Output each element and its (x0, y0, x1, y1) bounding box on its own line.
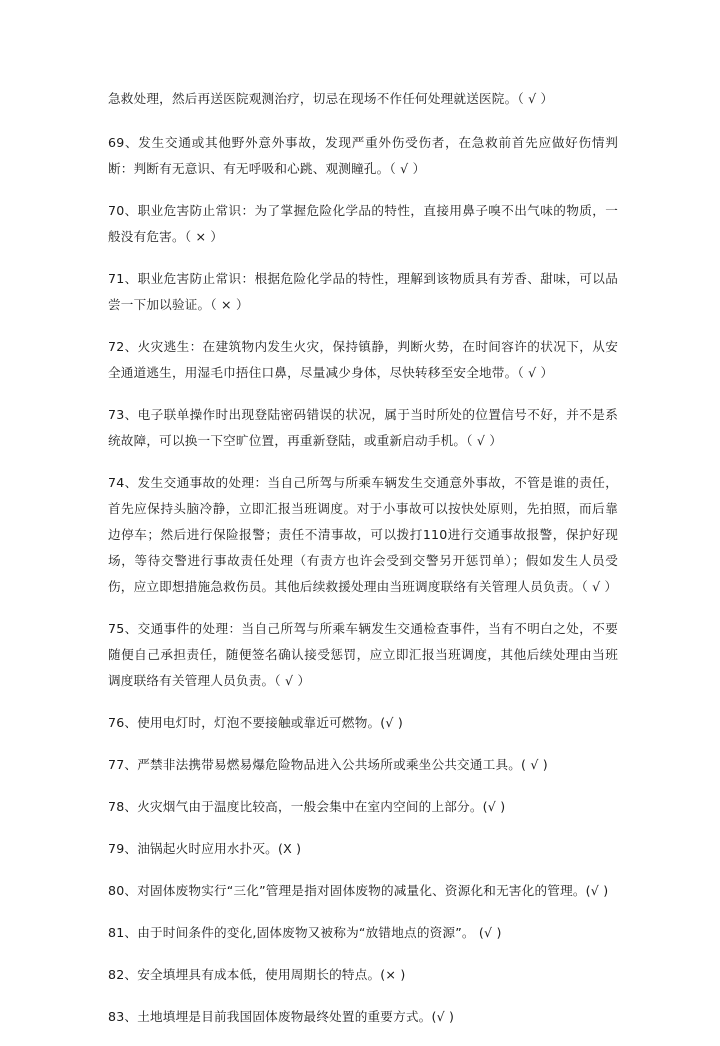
question-78: 78、火灾烟气由于温度比较高，一般会集中在室内空间的上部分。(√ ) (108, 799, 506, 814)
question-69: 69、发生交通或其他野外意外事故，发现严重外伤受伤者，在急救前首先应做好伤情判断：判断有无意识、有无呼吸和心跳、观测瞳孔。（ √ ） (108, 135, 618, 176)
question-71: 71、职业危害防止常识：根据危险化学品的特性，理解到该物质具有芳香、甜味，可以品尝一下加以验证。（ × ） (108, 271, 618, 312)
question-75: 75、交通事件的处理：当自己所驾与所乘车辆发生交通检查事件，当有不明白之处，不要随便自己承担责任，随便签名确认接受惩罚，应立即汇报当班调度，其他后续处理由当班调度联络有关管理人员负责。（ √ ） (108, 621, 618, 688)
question-81: 81、由于时间条件的变化,固体废物又被称为“放错地点的资源”。 (√ ) (108, 925, 502, 940)
question-72: 72、火灾逃生：在建筑物内发生火灾，保持镇静，判断火势，在时间容许的状况下，从安全通道逃生，用湿毛巾捂住口鼻，尽量减少身体，尽快转移至安全地带。（ √ ） (108, 339, 618, 380)
question-82: 82、安全填埋具有成本低，使用周期长的特点。(× ) (108, 967, 406, 982)
question-76: 76、使用电灯时，灯泡不要接触或靠近可燃物。(√ ) (108, 715, 403, 730)
question-79: 79、油锅起火时应用水扑灭。(X ) (108, 841, 302, 856)
question-74: 74、发生交通事故的处理：当自己所驾与所乘车辆发生交通意外事故，不管是谁的责任，首先应保持头脑冷静，立即汇报当班调度。对于小事故可以按快处原则，先拍照，而后靠边停车；然后进行保险报警；责任不清事故，可以拨打110进行交通事故报警，保护好现场，等待交警进行事故责任处理（有责方也许会受到交警另开惩罚单）；假如发生人员受伤，应立即想措施急救伤员。其他后续救援处理由当班调度联络有关管理人员负责。（ √ ） (108, 475, 618, 594)
question-70: 70、职业危害防止常识：为了掌握危险化学品的特性，直接用鼻子嗅不出气味的物质，一般没有危害。（ × ） (108, 203, 618, 244)
question-83: 83、土地填埋是目前我国固体废物最终处置的重要方式。(√ ) (108, 1009, 455, 1024)
question-77: 77、严禁非法携带易燃易爆危险物品进入公共场所或乘坐公共交通工具。( √ ) (108, 757, 548, 772)
question-80: 80、对固体废物实行“三化”管理是指对固体废物的减量化、资源化和无害化的管理。(√ ) (108, 883, 609, 898)
question-68-continuation: 急救处理，然后再送医院观测治疗，切忌在现场不作任何处理就送医院。（ √ ） (108, 91, 554, 106)
document-body (108, 86, 618, 1046)
question-73: 73、电子联单操作时出现登陆密码错误的状况，属于当时所处的位置信号不好，并不是系统故障，可以换一下空旷位置，再重新登陆，或重新启动手机。（ √ ） (108, 407, 618, 448)
